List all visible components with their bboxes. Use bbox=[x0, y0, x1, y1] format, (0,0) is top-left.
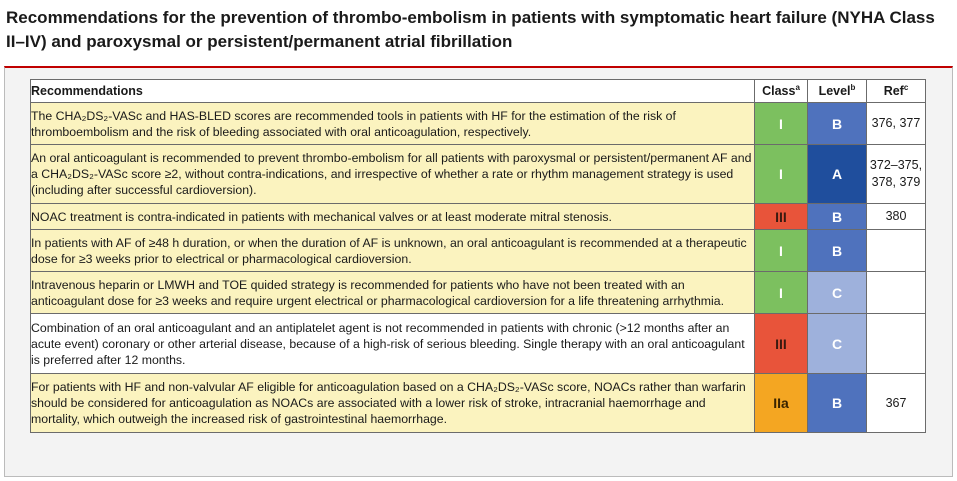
reference-cell: 376, 377 bbox=[867, 103, 926, 145]
reference-cell bbox=[867, 314, 926, 374]
table-row bbox=[31, 230, 926, 272]
class-badge: I bbox=[755, 145, 808, 204]
level-badge: B bbox=[808, 204, 867, 230]
level-badge: B bbox=[808, 374, 867, 433]
table-row bbox=[31, 145, 926, 204]
recommendation-text: The CHA₂DS₂-VASc and HAS-BLED scores are recommended tools in patients with HF for the estimation of the risk of thromboembolism and the risk of bleeding associated with oral anticoagulation, respectively. bbox=[31, 103, 755, 145]
recommendation-text: In patients with AF of ≥48 h duration, or when the duration of AF is unknown, an oral anticoagulant is recommended at a therapeutic dose for ≥3 weeks prior to electrical or pharmacological cardioversion. bbox=[31, 230, 755, 272]
recommendation-text: An oral anticoagulant is recommended to prevent thrombo-embolism for all patients with paroxysmal or persistent/permanent AF and a CHA₂DS₂-VASc score ≥2, without contra-indications, and irrespective of whether a rate or rhythm management strategy is used (including after successful cardioversion). bbox=[31, 145, 755, 204]
level-badge: C bbox=[808, 272, 867, 314]
level-badge: A bbox=[808, 145, 867, 204]
reference-cell bbox=[867, 272, 926, 314]
table-row bbox=[31, 272, 926, 314]
recommendation-text: For patients with HF and non-valvular AF eligible for anticoagulation based on a CHA₂DS₂-VASc score, NOACs rather than warfarin should be considered for anticoagulation as NOACs are associated with a lower risk of stroke, intracranial haemorrhage and mortality, which outweigh the increased risk of gastrointestinal haemorrhage. bbox=[31, 374, 755, 433]
level-badge: B bbox=[808, 103, 867, 145]
level-badge: C bbox=[808, 314, 867, 374]
recommendations-table bbox=[30, 79, 926, 433]
reference-cell: 380 bbox=[867, 204, 926, 230]
reference-cell bbox=[867, 230, 926, 272]
level-badge: B bbox=[808, 230, 867, 272]
header-class: Class$^a$ bbox=[755, 80, 808, 103]
table-title: Recommendations for the prevention of thrombo-embolism in patients with symptomatic heart failure (NYHA Class II–IV) and paroxysmal or persistent/permanent atrial fibrillation bbox=[6, 8, 935, 51]
header-row bbox=[31, 80, 926, 103]
table-row bbox=[31, 204, 926, 230]
header-level: Level$^b$ bbox=[808, 80, 867, 103]
class-badge: III bbox=[755, 314, 808, 374]
header-recommendations: Recommendations bbox=[31, 80, 755, 103]
table-row bbox=[31, 103, 926, 145]
header-ref: Ref$^c$ bbox=[867, 80, 926, 103]
class-badge: IIa bbox=[755, 374, 808, 433]
reference-cell: 367 bbox=[867, 374, 926, 433]
class-badge: III bbox=[755, 204, 808, 230]
recommendation-text: Intravenous heparin or LMWH and TOE quided strategy is recommended for patients who have not been treated with an anticoagulant dose for ≥3 weeks and require urgent electrical or pharmacological cardioversion for a life threatening arrhythmia. bbox=[31, 272, 755, 314]
table-row bbox=[31, 374, 926, 433]
class-badge: I bbox=[755, 272, 808, 314]
class-badge: I bbox=[755, 230, 808, 272]
recommendation-text: Combination of an oral anticoagulant and an antiplatelet agent is not recommended in patients with chronic (>12 months after an acute event) coronary or other arterial disease, because of a high-risk of serious bleeding. Single therapy with an oral anticoagulant is preferred after 12 months. bbox=[31, 314, 755, 374]
recommendation-text: NOAC treatment is contra-indicated in patients with mechanical valves or at least moderate mitral stenosis. bbox=[31, 204, 755, 230]
table-row bbox=[31, 314, 926, 374]
class-badge: I bbox=[755, 103, 808, 145]
reference-cell: 372–375, 378, 379 bbox=[867, 145, 926, 204]
